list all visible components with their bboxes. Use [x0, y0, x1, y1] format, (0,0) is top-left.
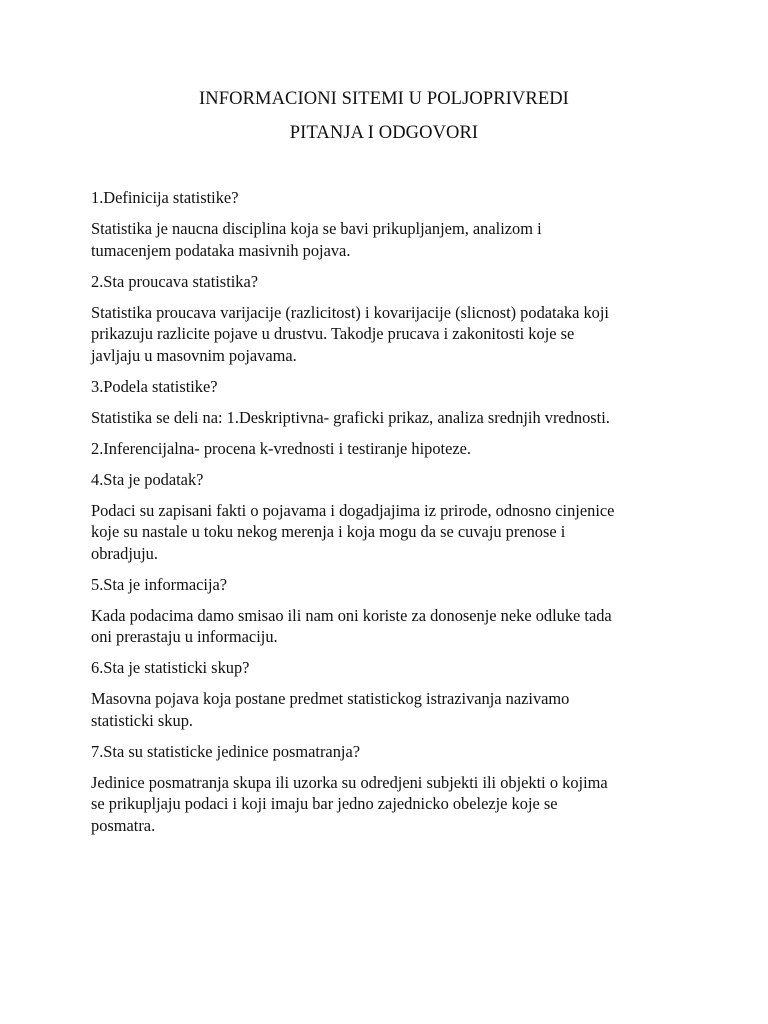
- document-subtitle: PITANJA I ODGOVORI: [289, 123, 479, 143]
- question-text: 2.Inferencijalna- procena k-vrednosti i testiranje hipoteze.: [91, 438, 472, 458]
- qa-item: [91, 376, 681, 429]
- answer-text: [91, 605, 681, 648]
- document-title: INFORMACIONI SITEMI U POLJOPRIVREDI: [199, 89, 569, 109]
- answer-text: [91, 218, 681, 261]
- answer-line: tumacenjem podataka masivnih pojava.: [91, 240, 351, 260]
- answer-line: Statistika se deli na: 1.Deskriptivna- graficki prikaz, analiza srednjih vrednosti.: [91, 407, 610, 427]
- answer-line: Podaci su zapisani fakti o pojavama i dogadjajima iz prirode, odnosno cinjenice: [91, 500, 615, 520]
- question-text: 6.Sta je statisticki skup?: [91, 658, 250, 677]
- answer-text: [91, 500, 681, 565]
- qa-item: [91, 657, 681, 731]
- answer-line: javljaju u masovnim pojavama.: [91, 345, 297, 365]
- answer-text: [91, 302, 681, 367]
- question-text: 3.Podela statistike?: [91, 376, 218, 396]
- qa-item: [91, 271, 681, 367]
- qa-item: [91, 741, 681, 837]
- question-text: 7.Sta su statisticke jedinice posmatranja?: [91, 741, 361, 761]
- question-text: 1.Definicija statistike?: [91, 188, 239, 207]
- answer-line: prikazuju razlicite pojave u drustvu. Takodje prucava i zakonitosti koje se: [91, 324, 575, 343]
- answer-line: koje su nastale u toku nekog merenja i koja mogu da se cuvaju prenose i: [91, 522, 566, 541]
- question-text: 4.Sta je podatak?: [91, 469, 204, 489]
- answer-line: statisticki skup.: [91, 710, 193, 730]
- question-text: 5.Sta je informacija?: [91, 574, 228, 594]
- answer-line: oni prerastaju u informaciju.: [91, 627, 278, 646]
- answer-text: [91, 407, 681, 429]
- qa-item: [91, 469, 681, 565]
- answer-line: posmatra.: [91, 815, 156, 835]
- answer-text: [91, 772, 681, 837]
- qa-item: [91, 438, 681, 460]
- question-text: 2.Sta proucava statistika?: [91, 271, 259, 291]
- qa-item: [91, 574, 681, 648]
- answer-line: Statistika je naucna disciplina koja se bavi prikupljanjem, analizom i: [91, 219, 542, 238]
- answer-line: Masovna pojava koja postane predmet statistickog istrazivanja nazivamo: [91, 689, 570, 708]
- answer-line: obradjuju.: [91, 543, 158, 563]
- qa-item: [91, 187, 681, 261]
- qa-list: [91, 187, 681, 846]
- answer-line: se prikupljaju podaci i koji imaju bar jedno zajednicko obelezje koje se: [91, 794, 558, 813]
- answer-text: [91, 688, 681, 731]
- answer-line: Jedinice posmatranja skupa ili uzorka su odredjeni subjekti ili objekti o kojima: [91, 772, 608, 792]
- answer-line: Kada podacima damo smisao ili nam oni koriste za donosenje neke odluke tada: [91, 605, 612, 625]
- answer-line: Statistika proucava varijacije (razlicitost) i kovarijacije (slicnost) podataka koji: [91, 302, 609, 322]
